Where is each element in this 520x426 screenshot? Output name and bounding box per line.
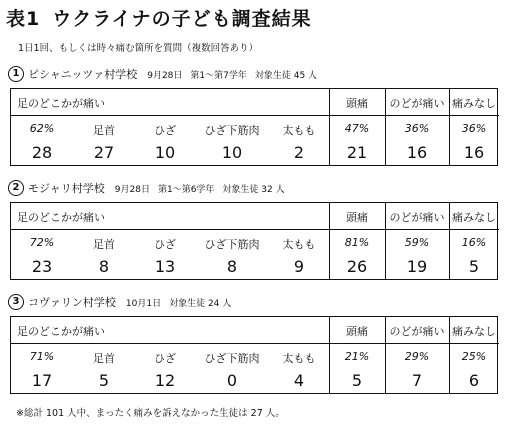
group-percent: 71% (29, 350, 55, 363)
school-name: ピシャニッツァ村学校 (28, 68, 138, 81)
sub-count: 10 (154, 143, 176, 162)
symptom-percent: 25% (461, 350, 487, 363)
symptom-percent: 81% (344, 236, 370, 249)
row-divider (385, 229, 449, 230)
sub-count: 2 (293, 143, 305, 162)
section-number-marker: 3 (8, 294, 24, 310)
sub-label: ひざ下筋肉 (204, 238, 260, 251)
results-table (10, 88, 498, 166)
group-label: 足のどこかが痛い (17, 97, 105, 110)
document-title (6, 4, 312, 31)
symptom-label: 頭痛 (346, 211, 368, 224)
symptom-label: のどが痛い (389, 211, 445, 224)
grade-range: 第1～第6学年 (157, 184, 215, 195)
sub-label: ひざ (154, 352, 176, 365)
section-number-marker: 1 (8, 66, 24, 82)
sub-count: 9 (293, 257, 305, 276)
row-divider (385, 343, 449, 344)
symptom-label: のどが痛い (389, 97, 445, 110)
symptom-label: のどが痛い (389, 325, 445, 338)
school-name: コヴァリン村学校 (28, 296, 116, 309)
sub-count: 12 (154, 371, 176, 390)
sub-label: 太もも (282, 352, 316, 365)
symptom-label: 頭痛 (346, 325, 368, 338)
student-count: 対象生徒 32 人 (222, 184, 285, 195)
sub-count: 4 (293, 371, 305, 390)
section-header (8, 180, 293, 196)
symptom-percent: 29% (404, 350, 430, 363)
section-header (8, 294, 239, 310)
sub-label: ひざ (154, 124, 176, 137)
section-number-marker: 2 (8, 180, 24, 196)
sub-label: 足首 (93, 238, 115, 251)
sub-label: 太もも (282, 238, 316, 251)
row-divider (329, 229, 385, 230)
symptom-count: 5 (468, 257, 480, 276)
group-percent: 62% (29, 122, 55, 135)
row-divider (449, 115, 499, 116)
grade-range: 第1～第7学年 (190, 70, 247, 81)
symptom-count: 26 (346, 257, 368, 276)
group-percent: 72% (29, 236, 55, 249)
symptom-label: 頭痛 (346, 97, 368, 110)
survey-date: 10月1日 (125, 298, 162, 309)
group-label: 足のどこかが痛い (17, 211, 105, 224)
group-count: 23 (31, 257, 53, 276)
symptom-count: 5 (351, 371, 363, 390)
sub-count: 27 (93, 143, 115, 162)
row-divider (449, 343, 499, 344)
school-name: モジャリ村学校 (28, 182, 105, 195)
symptom-label: 痛みなし (452, 211, 496, 224)
row-divider (329, 343, 385, 344)
symptom-percent: 36% (461, 122, 487, 135)
section-header (8, 66, 325, 82)
group-label: 足のどこかが痛い (17, 325, 105, 338)
sub-label: ひざ下筋肉 (204, 352, 260, 365)
sub-count: 13 (154, 257, 176, 276)
student-count: 対象生徒 45 人 (254, 70, 318, 81)
row-divider (11, 343, 329, 344)
table-number: 表1 (6, 8, 41, 30)
group-count: 17 (31, 371, 53, 390)
sub-label: 太もも (282, 124, 316, 137)
symptom-percent: 21% (344, 350, 370, 363)
survey-meta (115, 185, 293, 195)
sub-label: 足首 (93, 124, 115, 137)
results-table (10, 202, 498, 280)
row-divider (449, 229, 499, 230)
symptom-label: 痛みなし (452, 97, 496, 110)
title-text: ウクライナの子ども調査結果 (52, 8, 312, 30)
survey-meta (147, 71, 325, 81)
symptom-percent: 16% (461, 236, 487, 249)
symptom-count: 6 (468, 371, 480, 390)
symptom-count: 19 (406, 257, 428, 276)
symptom-percent: 36% (404, 122, 430, 135)
footnote: ※総計 101 人中、まったく痛みを訴えなかった生徒は 27 人。 (16, 408, 285, 419)
symptom-label: 痛みなし (452, 325, 496, 338)
student-count: 対象生徒 24 人 (169, 298, 232, 309)
sub-count: 8 (226, 257, 238, 276)
sub-count: 0 (226, 371, 238, 390)
results-table (10, 316, 498, 394)
survey-meta (126, 299, 239, 309)
symptom-count: 7 (411, 371, 423, 390)
row-divider (329, 115, 385, 116)
symptom-percent: 47% (344, 122, 370, 135)
sub-label: 足首 (93, 352, 115, 365)
sub-label: ひざ (154, 238, 176, 251)
sub-count: 8 (98, 257, 110, 276)
sub-count: 10 (221, 143, 243, 162)
symptom-count: 16 (406, 143, 428, 162)
symptom-count: 16 (463, 143, 485, 162)
symptom-count: 21 (346, 143, 368, 162)
row-divider (385, 115, 449, 116)
sub-label: ひざ下筋肉 (204, 124, 260, 137)
sub-count: 5 (98, 371, 110, 390)
survey-date: 9月28日 (114, 184, 150, 195)
row-divider (11, 229, 329, 230)
row-divider (11, 115, 329, 116)
survey-date: 9月28日 (147, 70, 183, 81)
subtitle: 1日1回、もしくは時々痛む箇所を質問（複数回答あり） (18, 43, 259, 54)
symptom-percent: 59% (404, 236, 430, 249)
group-count: 28 (31, 143, 53, 162)
